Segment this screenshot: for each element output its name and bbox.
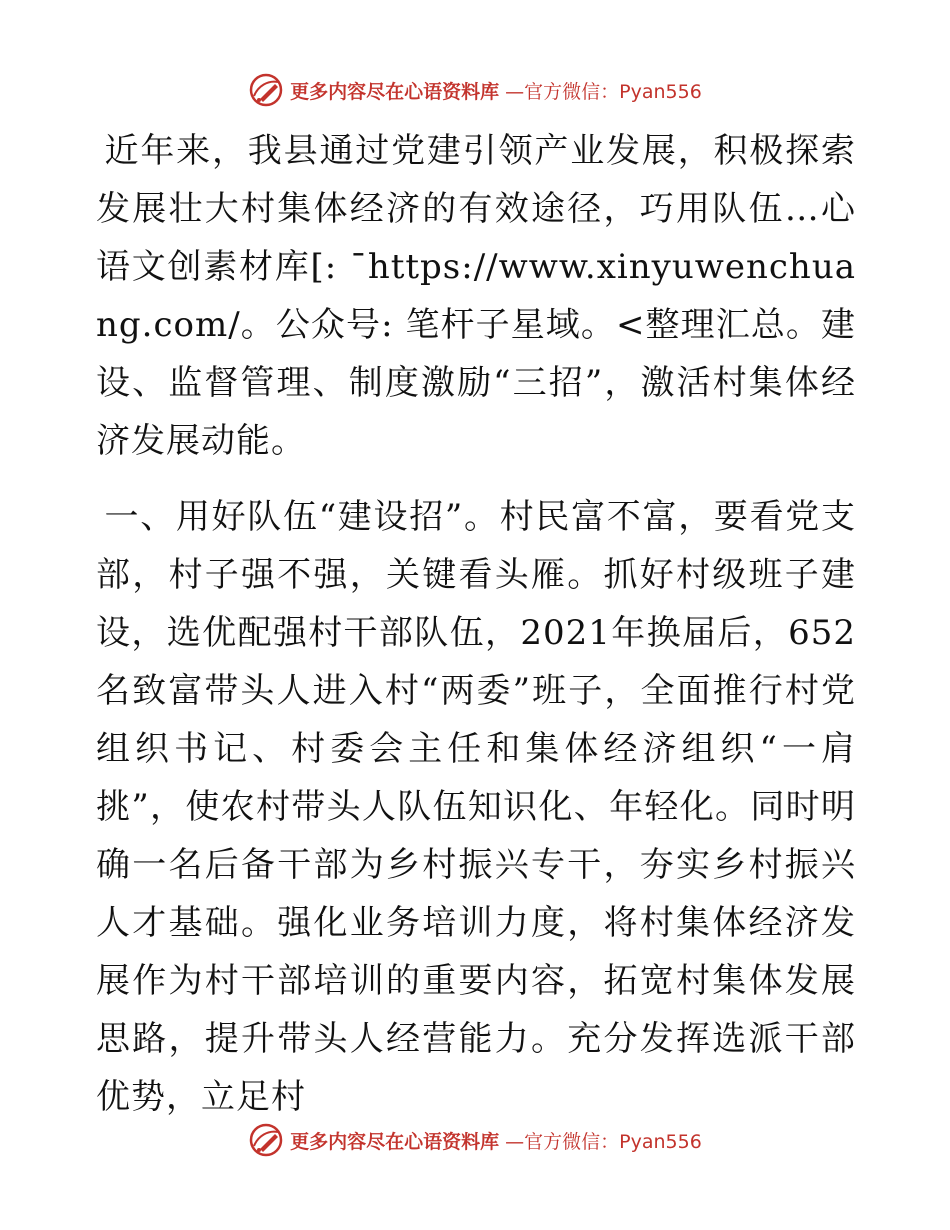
watermark-wechat: —官方微信：Pyan556 — [505, 1130, 702, 1153]
footer-watermark — [0, 1120, 950, 1160]
watermark-wechat: —官方微信：Pyan556 — [505, 80, 702, 103]
watermark-text: 更多内容尽在心语资料库 — [290, 1130, 500, 1153]
pen-logo-icon — [248, 1122, 284, 1158]
pen-logo-icon — [248, 72, 284, 108]
paragraph-section-one: 一、用好队伍“建设招”。村民富不富，要看党支部，村子强不强，关键看头雁。抓好村级班子建设，选优配强村干部队伍，2021年换届后，652名致富带头人进入村“两委”班子，全面推行村党组织书记、村委会主任和集体经济组织“一肩挑”，使农村带头人队伍知识化、年轻化。同时明确一名后备干部为乡村振兴专干，夯实乡村振兴人才基础。强化业务培训力度，将村集体经济发展作为村干部培训的重要内容，拓宽村集体发展思路，提升带头人经营能力。充分发挥选派干部优势，立足村 — [96, 497, 856, 1117]
header-watermark — [0, 70, 950, 110]
document-body — [96, 122, 856, 1126]
paragraph-intro: 近年来，我县通过党建引领产业发展，积极探索发展壮大村集体经济的有效途径，巧用队伍…心语文创素材库[: ¯https://www.xinyuwenchuang.com/。公众号: 笔杆子星域。<整理汇总。建设、监督管理、制度激励“三招”，激活村集体经济发展动能。 — [96, 131, 856, 461]
watermark-text: 更多内容尽在心语资料库 — [290, 80, 500, 103]
